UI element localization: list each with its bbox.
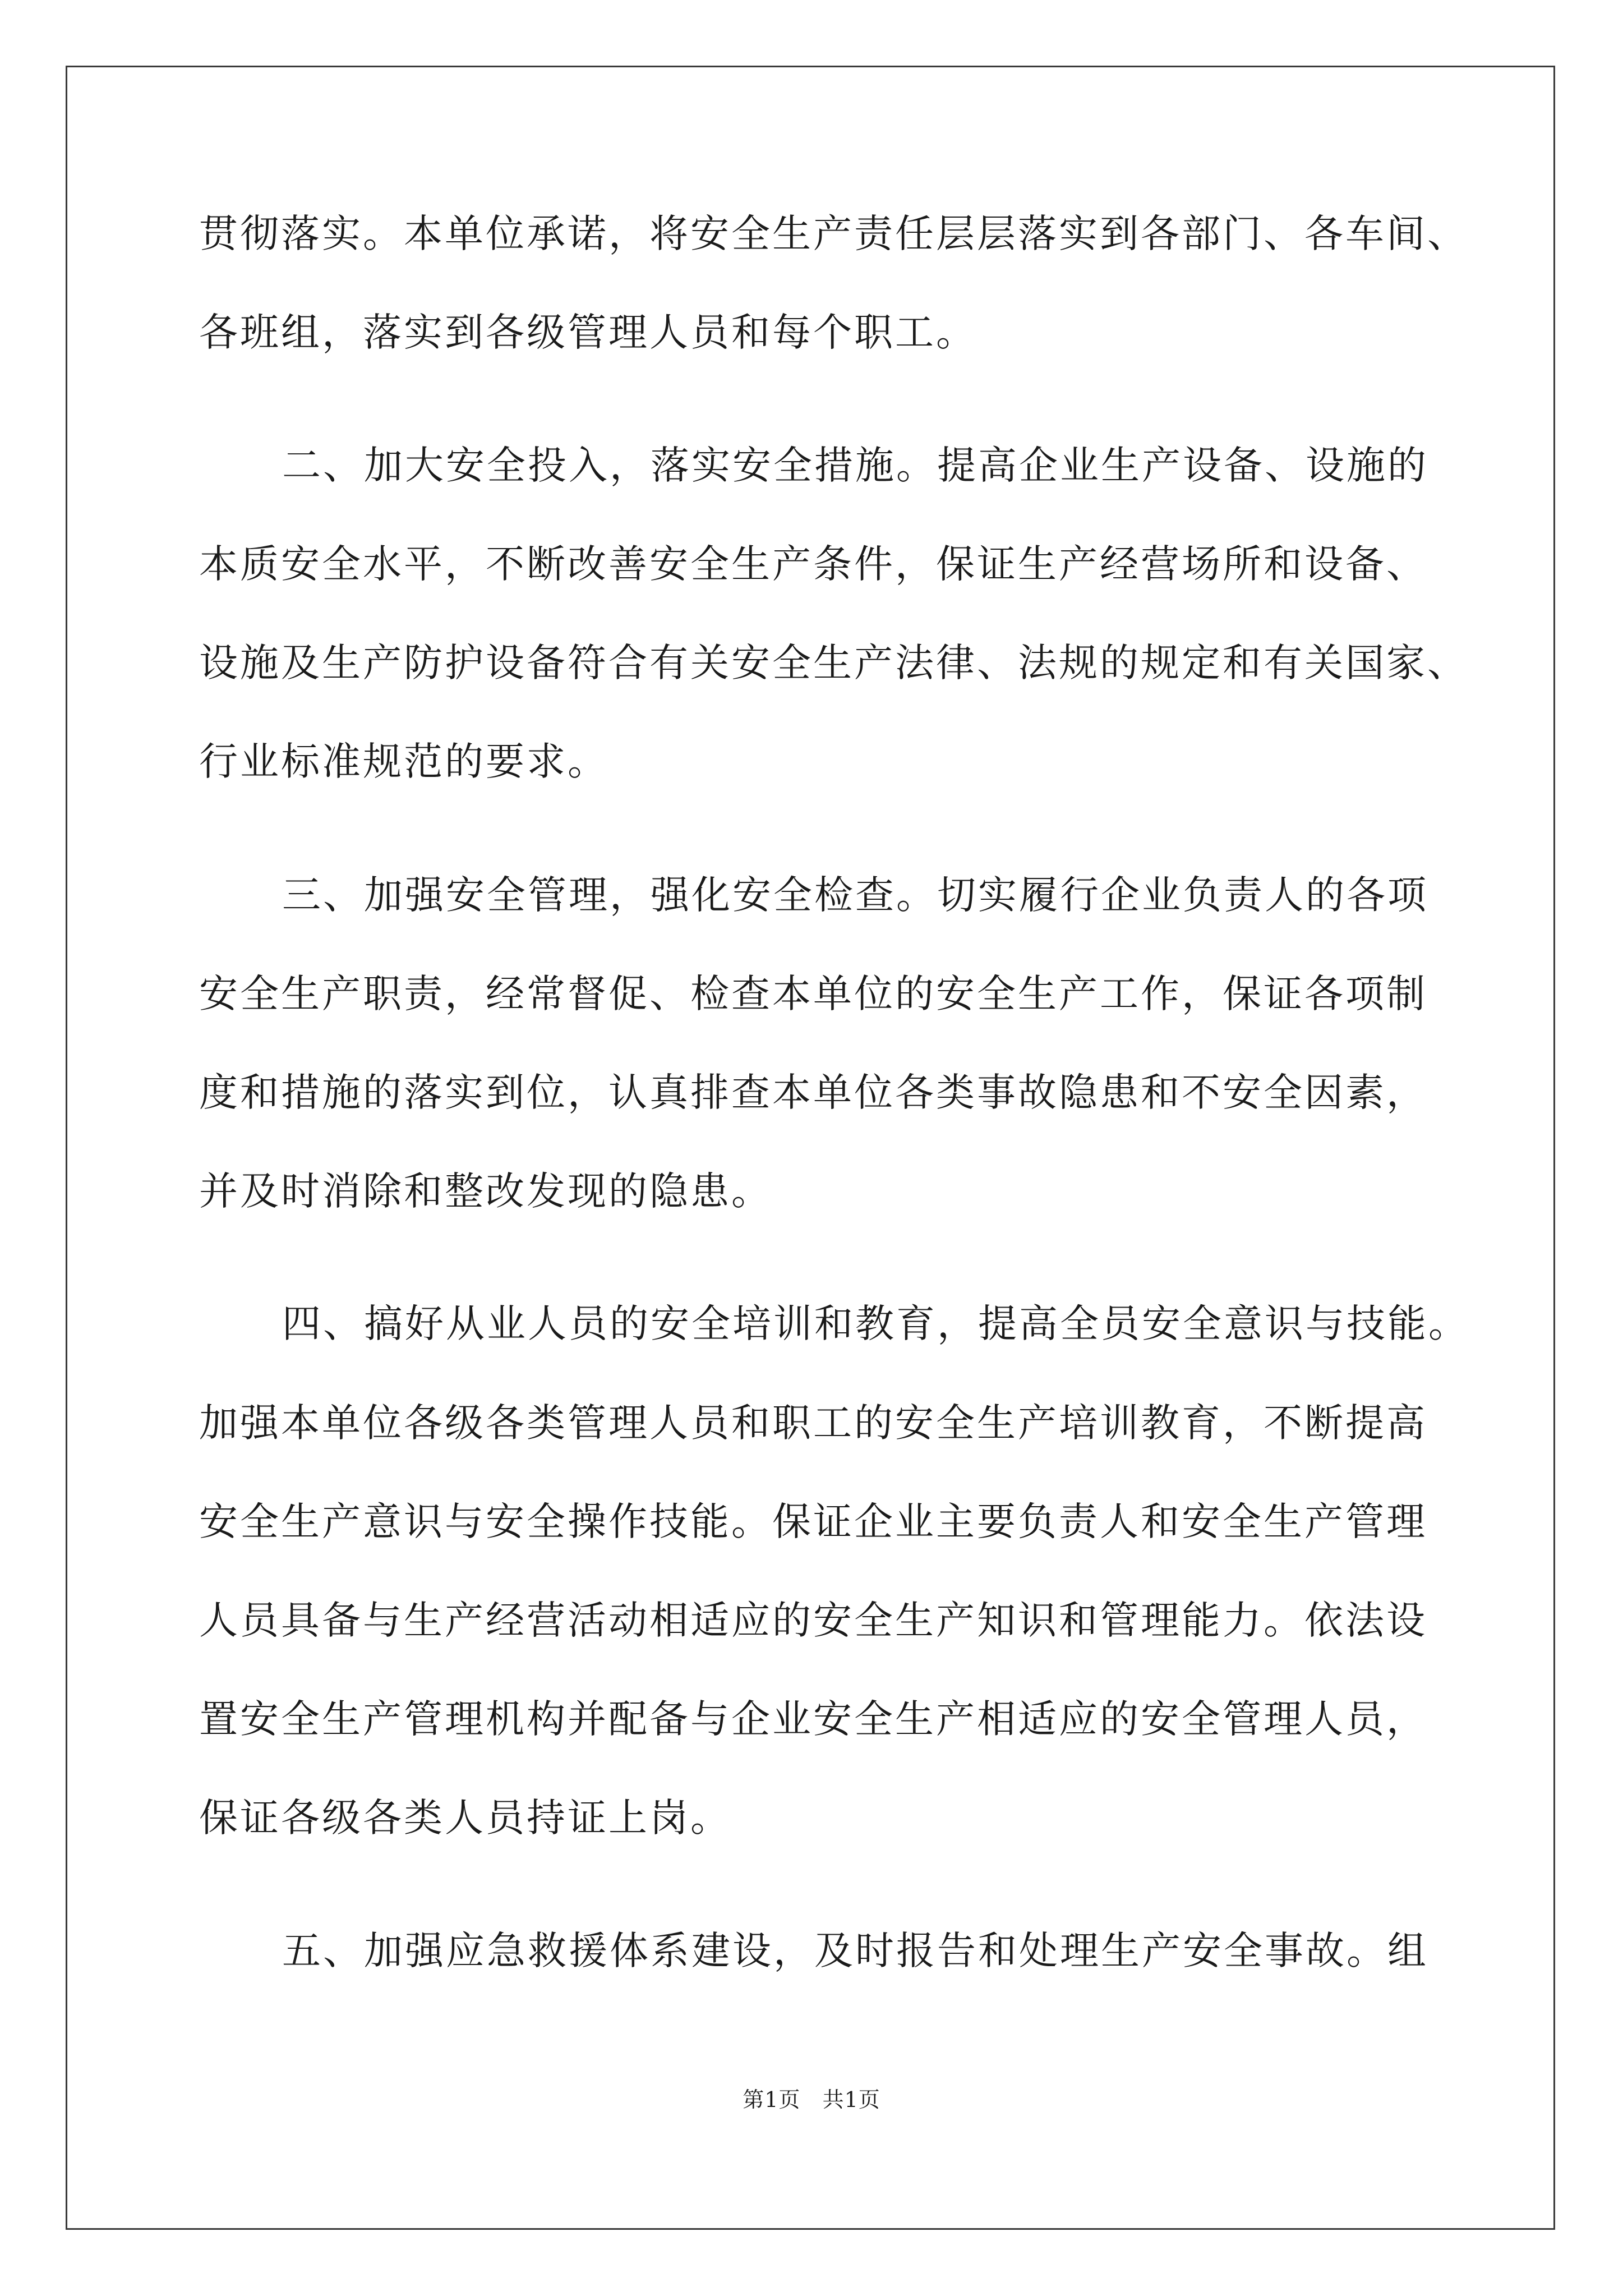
text-line: 行业标准规范的要求。 [199, 739, 608, 784]
text-line: 设施及生产防护设备符合有关安全生产法律、法规的规定和有关国家、 [199, 641, 1468, 685]
text-line: 安全生产职责，经常督促、检查本单位的安全生产工作，保证各项制 [199, 972, 1427, 1016]
text-line: 人员具备与生产经营活动相适应的安全生产知识和管理能力。依法设 [199, 1598, 1427, 1643]
paragraph-3-start: 三、加强安全管理，强化安全检查。切实履行企业负责人的各项 [282, 873, 1428, 918]
text-line: 贯彻落实。本单位承诺，将安全生产责任层层落实到各部门、各车间、 [199, 211, 1468, 256]
text-line: 加强本单位各级各类管理人员和职工的安全生产培训教育，不断提高 [199, 1401, 1427, 1446]
page-border [66, 66, 1555, 2230]
text-line: 保证各级各类人员持证上岗。 [199, 1796, 731, 1841]
text-line: 各班组，落实到各级管理人员和每个职工。 [199, 310, 977, 355]
paragraph-5-start: 五、加强应急救援体系建设，及时报告和处理生产安全事故。组 [282, 1929, 1428, 1973]
text-line: 度和措施的落实到位，认真排查本单位各类事故隐患和不安全因素， [199, 1070, 1427, 1115]
paragraph-4-start: 四、搞好从业人员的安全培训和教育，提高全员安全意识与技能。 [282, 1301, 1469, 1346]
paragraph-2-start: 二、加大安全投入，落实安全措施。提高企业生产设备、设施的 [282, 443, 1428, 488]
text-line: 并及时消除和整改发现的隐患。 [199, 1169, 772, 1214]
page-number-footer: 第1页 共1页 [743, 2087, 880, 2112]
text-line: 本质安全水平，不断改善安全生产条件，保证生产经营场所和设备、 [199, 542, 1427, 587]
text-line: 置安全生产管理机构并配备与企业安全生产相适应的安全管理人员， [199, 1697, 1427, 1742]
text-line: 安全生产意识与安全操作技能。保证企业主要负责人和安全生产管理 [199, 1499, 1427, 1544]
